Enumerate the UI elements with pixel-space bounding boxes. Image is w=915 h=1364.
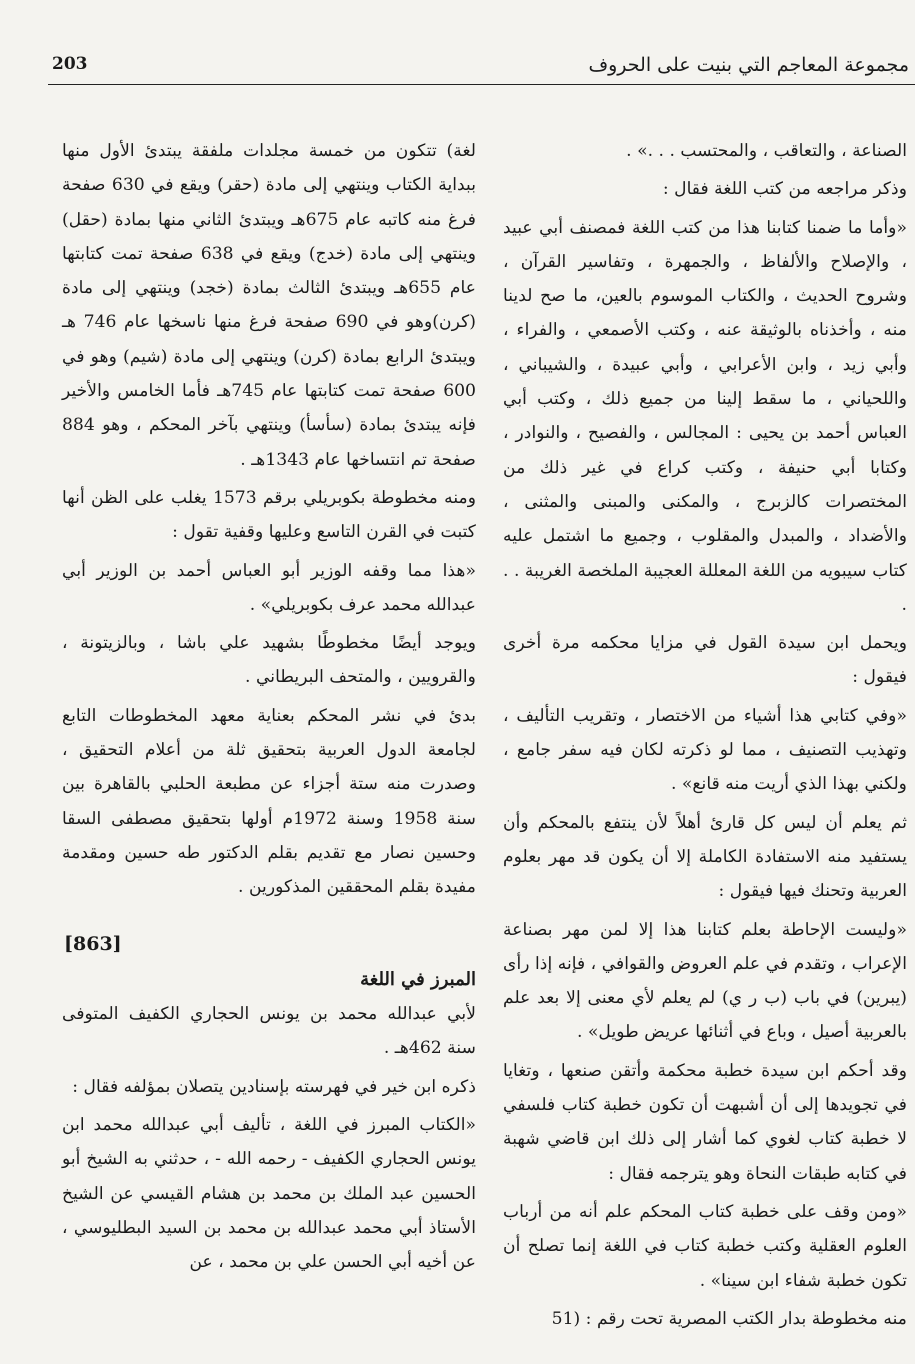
paragraph: ذكره ابن خير في فهرسته بإسنادين يتصلان بمؤلفه فقال : — [72, 1076, 476, 1097]
paragraph: الصناعة ، والتعاقب ، والمحتسب . . .» . — [626, 141, 907, 161]
entry-title: المبرز في اللغة — [360, 968, 476, 990]
paragraph: ويوجد أيضًا مخطوطًا بشهيد علي باشا ، وبالزيتونة ، والقرويين ، والمتحف البريطاني . — [62, 633, 476, 688]
entry-number: [863] — [64, 932, 122, 955]
quotation-paragraph: «وليست الإحاطة بعلم كتابنا هذا إلا لمن مهر بصناعة الإعراب ، وتقدم في علم العروض والقوافي ، فإنه إذا رأى (يبرين) في باب (ب ر ي) لم يعلم لأي معنى إلا بعد علم بالعربية أصيل ، وباع في أثنائها عريض طويل» . — [503, 919, 907, 1043]
left-column — [62, 134, 476, 1284]
paragraph: لغة) تتكون من خمسة مجلدات ملفقة يبتدئ الأول منها ببداية الكتاب وينتهي إلى مادة (حقر) ويقع في 630 صفحة فرغ منه كاتبه عام 675هـ ويبتدئ الثاني منها بمادة (حقل) وينتهي إلى مادة (خدج) ويقع في 638 صفحة تمت كتابتها عام 655هـ ويبتدئ الثالث بمادة (خجد) وينتهي إلى مادة (كرن)وهو في 690 صفحة فرغ منها ناسخها عام 746 هـ ويبتدئ الرابع بمادة (كرن) وينتهي إلى مادة (شيم) وهو في 600 صفحة تمت كتابتها عام 745هـ فأما الخامس والأخير فإنه يبتدئ بمادة (سأسأ) وينتهي بآخر المحكم ، وهو 884 صفحة تم انتساخها عام 1343هـ . — [62, 141, 477, 470]
section-gap — [62, 909, 476, 927]
paragraph: بدئ في نشر المحكم بعناية معهد المخطوطات التابع لجامعة الدول العربية بتحقيق ثلة من أعلام التحقيق ، وصدرت منه ستة أجزاء عن مطبعة الحلبي بالقاهرة بين سنة 1958 وسنة 1972م أولها بتحقيق مصطفى السقا وحسين نصار مع تقديم بقلم الدكتور طه حسين ومقدمة مفيدة بقلم المحققين المذكورين . — [62, 705, 476, 898]
page-number: 203 — [52, 54, 88, 74]
running-head: مجموعة المعاجم التي بنيت على الحروف — [588, 54, 909, 76]
paragraph: ومنه مخطوطة بكوبريلي برقم 1573 يغلب على الظن أنها كتبت في القرن التاسع وعليها وقفية تقول : — [62, 487, 477, 543]
quotation-paragraph: «ومن وقف على خطبة كتاب المحكم علم أنه من أرباب العلوم العقلية وكتب خطبة كتاب في اللغة إنما تصلح أن تكون خطبة شفاء ابن سينا» . — [503, 1201, 907, 1291]
quotation-paragraph: «وفي كتابي هذا أشياء من الاختصار ، وتقريب التأليف ، وتهذيب التصنيف ، مما لو ذكرته لكان فيه سفر جامع ، ولكني بهذا الذي أريت منه قانع» . — [503, 705, 907, 795]
quotation-paragraph: «الكتاب المبرز في اللغة ، تأليف أبي عبدالله محمد ابن يونس الحجاري الكفيف - رحمه الله - ، حدثني به الشيخ أبو الحسين عبد الملك بن محمد بن هشام القيسي عن الشيخ الأستاذ أبي محمد عبدالله بن محمد بن السيد البطليوسي ، عن أخيه أبي الحسن علي بن محمد ، عن — [62, 1115, 476, 1273]
paragraph: منه مخطوطة بدار الكتب المصرية تحت رقم : (51 — [551, 1308, 907, 1329]
page-header — [0, 52, 915, 86]
paragraph: وذكر مراجعه من كتب اللغة فقال : — [662, 179, 907, 200]
quotation-paragraph: «وأما ما ضمنا كتابنا هذا من كتب اللغة فمصنف أبي عبيد ، والإصلاح والألفاظ ، والجمهرة ، وتفاسير القرآن ، وشروح الحديث ، والكتاب الموسوم بالعين، ما صح لدينا منه ، وأخذناه بالوثيقة عنه ، وكتب الأصمعي ، والفراء ، وأبي زيد ، وابن الأعرابي ، وأبي عبيدة ، والشيباني ، واللحياني ، ما سقط إلينا من جميع ذلك ، وكتب أبي العباس أحمد بن يحيى : المجالس ، والفصيح ، والنوادر ، وكتابا أبي حنيفة ، وكتب كراع في غير ذلك من المختصرات كالزبرج ، والمكنى والمبنى والمثنى ، والأضداد ، والمبدل والمقلوب ، وجميع ما اشتمل عليه كتاب سيبويه من اللغة المعللة العجيبة الملخصة الغريبة . . . — [503, 217, 907, 615]
right-column — [503, 134, 907, 1340]
quotation-paragraph: «هذا مما وقفه الوزير أبو العباس أحمد بن الوزير أبي عبدالله محمد عرف بكوبريلي» . — [62, 560, 476, 615]
paragraph: ويحمل ابن سيدة القول في مزايا محكمه مرة أخرى فيقول : — [503, 633, 907, 688]
paragraph: ثم يعلم أن ليس كل قارئ أهلاً لأن ينتفع بالمحكم وأن يستفيد منه الاستفادة الكاملة إلا أن يكون قد مهر بعلوم العربية وتحنك فيها فيقول : — [503, 812, 907, 902]
header-rule — [48, 84, 915, 85]
paragraph: وقد أحكم ابن سيدة خطبة محكمة وأتقن صنعها ، وتغايا في تجويدها إلى أن أشبهت أن تكون خطبة كتاب فلسفي لا خطبة كتاب لغوي كما أشار إلى ذلك ابن قاضي شهبة في كتابه طبقات النحاة وهو يترجمه فقال : — [503, 1060, 907, 1184]
paragraph: لأبي عبدالله محمد بن يونس الحجاري الكفيف المتوفى سنة 462هـ . — [62, 1004, 476, 1059]
